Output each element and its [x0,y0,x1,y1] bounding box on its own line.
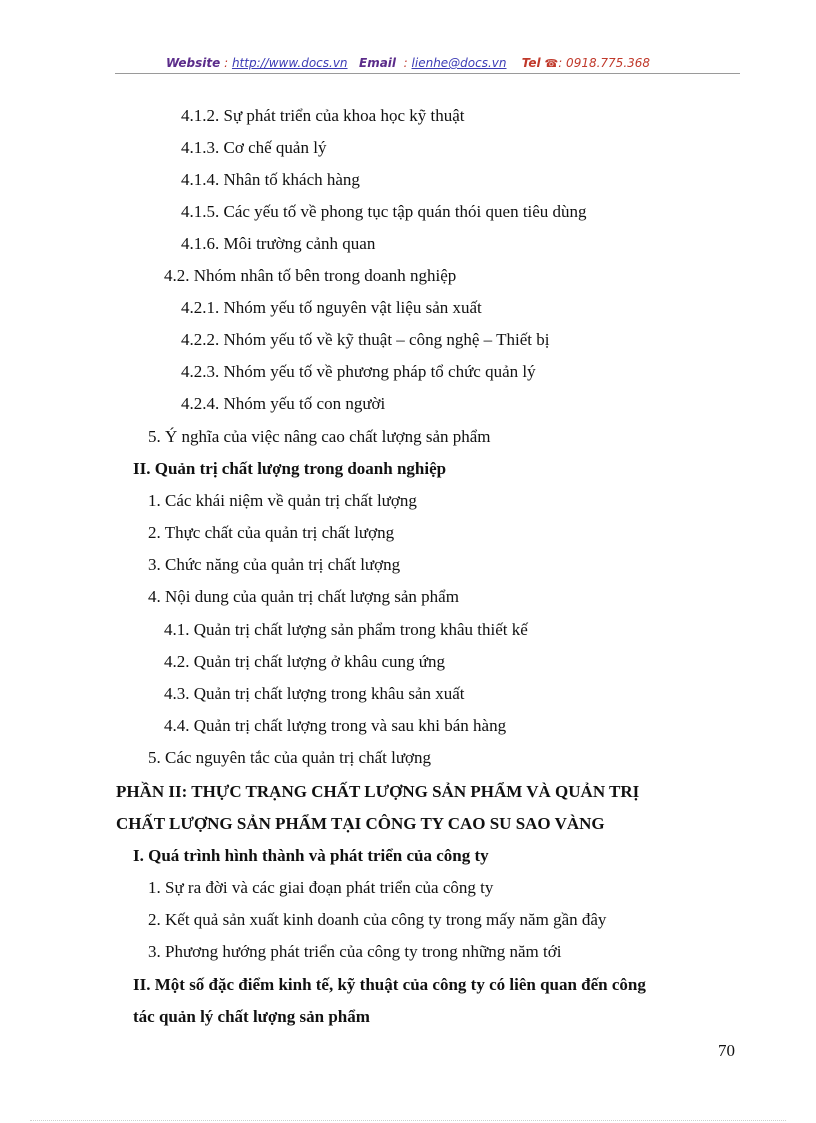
toc-line: 3. Phương hướng phát triển của công ty trong những năm tới [148,942,562,961]
toc-line: 4.2. Quản trị chất lượng ở khâu cung ứng [164,652,445,671]
toc-line: 4.1.6. Môi trường cảnh quan [181,234,376,253]
toc-line: 4.3. Quản trị chất lượng trong khâu sản xuất [164,684,465,703]
header-divider [115,73,740,74]
toc-line: 5. Ý nghĩa của việc nâng cao chất lượng sản phẩm [148,427,491,446]
toc-line: 4.2. Nhóm nhân tố bên trong doanh nghiệp [164,266,457,285]
toc-line: 2. Kết quả sản xuất kinh doanh của công ty trong mấy năm gần đây [148,910,607,929]
tel-number: : 0918.775.368 [558,56,651,70]
phone-icon: ☎ [544,57,559,70]
toc-line: 1. Các khái niệm về quản trị chất lượng [148,491,417,510]
email-separator: : [399,56,412,70]
footer-divider [30,1120,786,1121]
website-separator: : [220,56,232,70]
website-link[interactable]: http://www.docs.vn [231,56,348,70]
page-number: 70 [718,1041,735,1060]
toc-line: 4.1.4. Nhân tố khách hàng [181,170,360,189]
toc-line: 4.2.3. Nhóm yếu tố về phương pháp tổ chức quản lý [181,362,536,381]
toc-heading: I. Quá trình hình thành và phát triển của công ty [133,846,489,865]
toc-line: 4.2.2. Nhóm yếu tố về kỹ thuật – công nghệ – Thiết bị [181,330,550,349]
toc-heading: tác quản lý chất lượng sản phẩm [133,1007,370,1026]
toc-line: 4.1.2. Sự phát triển của khoa học kỹ thuật [181,106,465,125]
toc-line: 3. Chức năng của quản trị chất lượng [148,555,401,574]
toc-line: 1. Sự ra đời và các giai đoạn phát triển của công ty [148,878,494,897]
tel-label: Tel [521,56,541,70]
toc-heading: II. Một số đặc điểm kinh tế, kỹ thuật của công ty có liên quan đến công [133,975,646,994]
website-label: Website [165,56,221,70]
page-header [0,56,816,70]
toc-part-heading: CHẤT LƯỢNG SẢN PHẨM TẠI CÔNG TY CAO SU SAO VÀNG [116,814,605,833]
toc-line: 4.1.3. Cơ chế quản lý [181,138,327,157]
toc-line: 2. Thực chất của quản trị chất lượng [148,523,395,542]
toc-line: 4.1. Quản trị chất lượng sản phẩm trong khâu thiết kế [164,620,528,639]
toc-part-heading: PHẦN II: THỰC TRẠNG CHẤT LƯỢNG SẢN PHẨM VÀ QUẢN TRỊ [116,782,640,801]
toc-line: 4.4. Quản trị chất lượng trong và sau khi bán hàng [164,716,507,735]
toc-line: 4.1.5. Các yếu tố về phong tục tập quán thói quen tiêu dùng [181,202,587,221]
toc-line: 4.2.4. Nhóm yếu tố con người [181,394,386,413]
email-label: Email [359,56,397,70]
toc-line: 5. Các nguyên tắc của quản trị chất lượng [148,748,432,767]
email-link[interactable]: lienhe@docs.vn [411,56,507,70]
toc-line: 4. Nội dung của quản trị chất lượng sản phẩm [148,587,459,606]
toc-heading: II. Quản trị chất lượng trong doanh nghiệp [133,459,447,478]
toc-line: 4.2.1. Nhóm yếu tố nguyên vật liệu sản xuất [181,298,482,317]
